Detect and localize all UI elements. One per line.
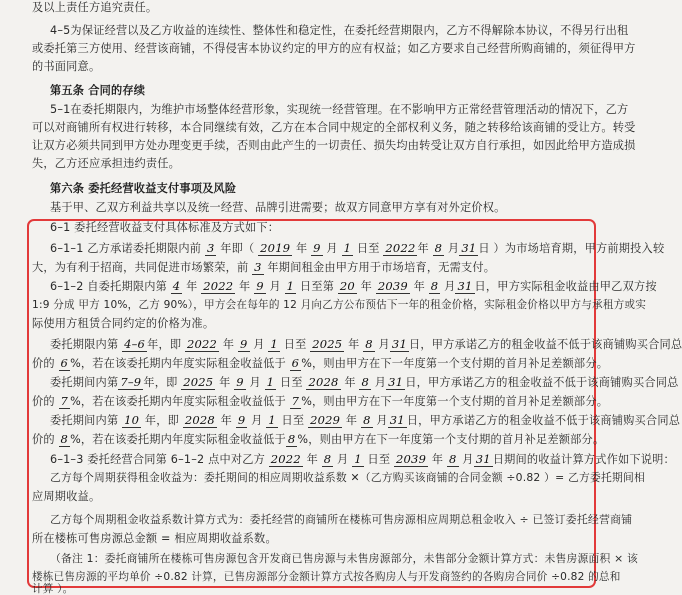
text: 月 [322,242,342,255]
clause-6-1-3-line-4: 乙方每个周期租金收益系数计算方式为：委托经营的商铺所在楼栋可售房源相应周期总租金收入 ÷ 已签订委托经营商铺 [50,513,633,526]
handwritten-start-day: 1 [343,241,352,255]
handwritten-start-month: 9 [239,337,248,351]
handwritten-start-day: 1 [270,337,278,351]
handwritten-end-year: 2022 [385,241,416,255]
handwritten-start-month: 9 [313,241,321,255]
text: 委托期限内第 [50,338,123,351]
text: 日至 [353,242,384,255]
text: 年 [292,242,312,255]
handwritten-percent: 7 [60,394,69,408]
text: 日期间的收益计算方式作如下说明： [492,453,675,466]
text: 月 [458,453,474,466]
text: 月 [249,338,269,351]
handwritten-end-month: 8 [434,241,443,255]
text: 年即（ [216,242,259,255]
text: 年 [340,376,360,389]
text: 6–1–1 乙方承诺委托期限内前 [50,242,205,255]
handwritten-end-month: 8 [449,452,457,466]
text: 价的 [32,395,59,408]
text: 月 [372,414,388,427]
text: 年 [302,453,322,466]
clause-6-1-3-line-2: 乙方每个周期获得租金收益为：委托期间的相应周期收益系数 ✕（乙方购买该商铺的合同金额 ÷0.82 ）= 乙方委托期间相 [50,471,645,484]
text: 年 [428,453,447,466]
text: 月 [333,453,353,466]
text: 大，为有利于招商，共同促进市场繁荣，前 [32,261,253,274]
handwritten-years: 3 [254,260,262,274]
clause-6-1-2-line-2: 1:9 分成 甲方 10%，乙方 90%），甲方会在每年的 12 月向乙方公布预估下一年的租金价格，实际租金价格以甲方与承租方或实 [32,299,647,311]
text: 年 [409,280,429,293]
text: 年 [417,242,433,255]
clause-6-1-3-line-5: 所在楼栋可售房源总金额 = 相应周期收益系数。 [32,532,277,545]
text: %，若在该委托期内年度实际租金收益低于 [70,395,290,408]
clause-6-1-2-line-3: 际使用方租赁合同约定的价格为准。 [32,317,215,330]
clause-4-5-line-3: 的书面同意。 [32,60,101,73]
text: 日至第 [296,280,338,293]
handwritten-start-year: 2022 [187,337,218,351]
handwritten-year-index: 10 [124,413,140,427]
handwritten-percent: 8 [287,432,296,446]
clause-5-1-line-3: 让双方必须共同到甲方处办理变更手续，否则由此产生的一切责任、损失均由转受让双方自行承担，如因此给甲方造成损 [32,139,636,152]
text: 年 [344,338,364,351]
article-6-intro: 基于甲、乙双方利益共享以及统一经营、品牌引进需要；故双方同意甲方享有对外定价权。 [50,201,506,214]
note-line-1: （备注 1：委托商铺所在楼栋可售房源包含开发商已售房源与未售房源部分，未售部分金额计算方式：未售房源面积 × 该 [50,552,639,565]
clause-4-5-line-1: 4–5为保证经营以及乙方收益的连续性、整体性和稳定性，在委托经营期限内，乙方不得解除本协议，不得另行出租 [50,24,629,37]
text: 月 [247,414,267,427]
clause-6-1-2-line-1 [50,279,657,294]
text: 年期间租金由甲方用于市场培育，无需支付。 [263,261,496,274]
period-1-line-1 [50,337,682,352]
clause-6-1-1-line-1 [50,241,664,256]
handwritten-end-year: 2039 [377,279,408,293]
handwritten-end-month: 8 [365,337,373,351]
handwritten-percent: 8 [60,432,69,446]
handwritten-year-index-end: 20 [339,279,355,293]
handwritten-start-year: 2019 [260,241,291,255]
text: 日至 [277,414,309,427]
handwritten-end-month: 8 [361,375,369,389]
text: 日至 [363,453,395,466]
text: 年，即 [147,338,185,351]
handwritten-percent: 6 [60,356,69,370]
handwritten-year-index: 4 [172,279,181,293]
handwritten-end-day: 31 [388,375,404,389]
text: 6–1–2 自委托期限内第 [50,280,171,293]
handwritten-start-month: 9 [236,375,244,389]
text: 月 [444,242,460,255]
handwritten-end-month: 8 [430,279,439,293]
period-2-line-2 [32,394,608,409]
text: 年，即 [141,414,183,427]
handwritten-end-month: 8 [363,413,371,427]
text: 年 [235,280,255,293]
handwritten-start-year: 2025 [183,375,214,389]
text: 年，即 [143,376,182,389]
handwritten-start-day: 1 [266,375,275,389]
text: 月 [440,280,456,293]
text: 日 ）为市场培育期，甲方前期投入较 [478,242,665,255]
article-6-title: 第六条 委托经营收益支付事项及风险 [50,182,237,195]
period-3-line-1 [50,413,680,428]
clause-4-5-line-2: 或委托第三方使用、经营该商铺，不得侵害本协议约定的甲方的应有权益；如乙方要求自己经营所购商铺的，须征得甲方 [32,42,636,55]
handwritten-percent: 6 [291,356,300,370]
handwritten-end-year: 2025 [312,337,343,351]
text: %，若在该委托期内年度实际租金收益低于 [70,433,286,446]
handwritten-percent: 7 [291,394,300,408]
handwritten-end-day: 31 [391,337,407,351]
text: 日，甲方承诺乙方的租金收益不低于该商铺购买合同总 [408,338,682,351]
text: %，则由甲方在下一年度第一个支付期的首月补足差额部分。 [301,357,609,370]
clause-6-1-3-line-1 [50,452,675,467]
text: %，则由甲方在下一年度第一个支付期的首月补足差额部分。 [301,395,609,408]
handwritten-start-month: 9 [256,279,264,293]
handwritten-end-day: 31 [457,279,473,293]
clause-5-1-line-4: 失，乙方还应承担违约责任。 [32,157,181,170]
text: 月 [374,338,390,351]
note-line-3: 计算 ）。 [32,583,74,595]
text: 月 [265,280,285,293]
handwritten-start-month: 8 [323,452,332,466]
text: 年 [356,280,376,293]
handwritten-start-month: 9 [237,413,246,427]
handwritten-end-year: 2029 [310,413,341,427]
text: %，若在该委托期内年度实际租金收益低于 [70,357,290,370]
period-1-line-2 [32,356,608,371]
text: 委托期间内第 [50,414,123,427]
handwritten-start-day: 1 [354,452,362,466]
handwritten-start-day: 1 [286,279,295,293]
article-5-title: 第五条 合同的存续 [50,84,146,97]
period-3-line-2 [32,432,604,447]
text: 6–1–3 委托经营合同第 6–1–2 点中对乙方 [50,453,269,466]
text: 月 [371,376,387,389]
clause-6-1-1-line-2 [32,260,495,275]
section-6-1: 6–1 委托经营收益支付具体标准及方式如下： [50,221,280,234]
handwritten-years: 3 [206,241,215,255]
handwritten-start-day: 1 [268,413,276,427]
handwritten-start-year: 2022 [270,452,301,466]
text: 年 [216,414,236,427]
handwritten-end-day: 31 [389,413,405,427]
text: 日，甲方承诺乙方的租金收益不低于该商铺购买合同总 [405,376,679,389]
text: 月 [245,376,265,389]
text: 价的 [32,357,59,370]
handwritten-end-year: 2028 [308,375,339,389]
text: 价的 [32,433,59,446]
text: 年 [215,376,235,389]
text: %，则由甲方在下一年度第一个支付期的首月补足差额部分。 [297,433,605,446]
text: 日，甲方承诺乙方的租金收益不低于该商铺购买合同总 [406,414,681,427]
handwritten-year-range: 4–6 [124,337,146,351]
text: 日至 [276,376,307,389]
text: 日，甲方实际租金收益由甲乙双方按 [474,280,657,293]
handwritten-end-day: 31 [461,241,477,255]
text: 年 [182,280,202,293]
top-line: 及以上责任方追究责任。 [32,1,158,14]
text: 日至 [279,338,311,351]
note-line-2: 楼栋已售房源的平均单价 ÷0.82 计算，已售房源部分金额计算方式按各购房人与开发商签约的各购房合同价 ÷0.82 的总和 [32,571,621,583]
handwritten-end-year: 2039 [396,452,427,466]
handwritten-year-range: 7–9 [120,375,142,389]
handwritten-start-year: 2022 [203,279,234,293]
clause-5-1-line-2: 可以对商铺所有权进行转移，本合同继续有效，乙方在本合同中规定的全部权利义务，随之转移给该商铺的受让方。转受 [32,121,636,134]
text: 年 [219,338,238,351]
text: 委托期间内第 [50,376,119,389]
handwritten-end-day: 31 [475,452,491,466]
period-2-line-1 [50,375,679,390]
clause-6-1-3-line-3: 应周期收益。 [32,490,101,503]
text: 年 [342,414,362,427]
handwritten-start-year: 2028 [184,413,215,427]
clause-5-1-line-1: 5–1在委托期限内，为维护市场整体经营形象，实现统一经营管理。在不影响甲方正常经营管理活动的情况下，乙方 [50,103,629,116]
